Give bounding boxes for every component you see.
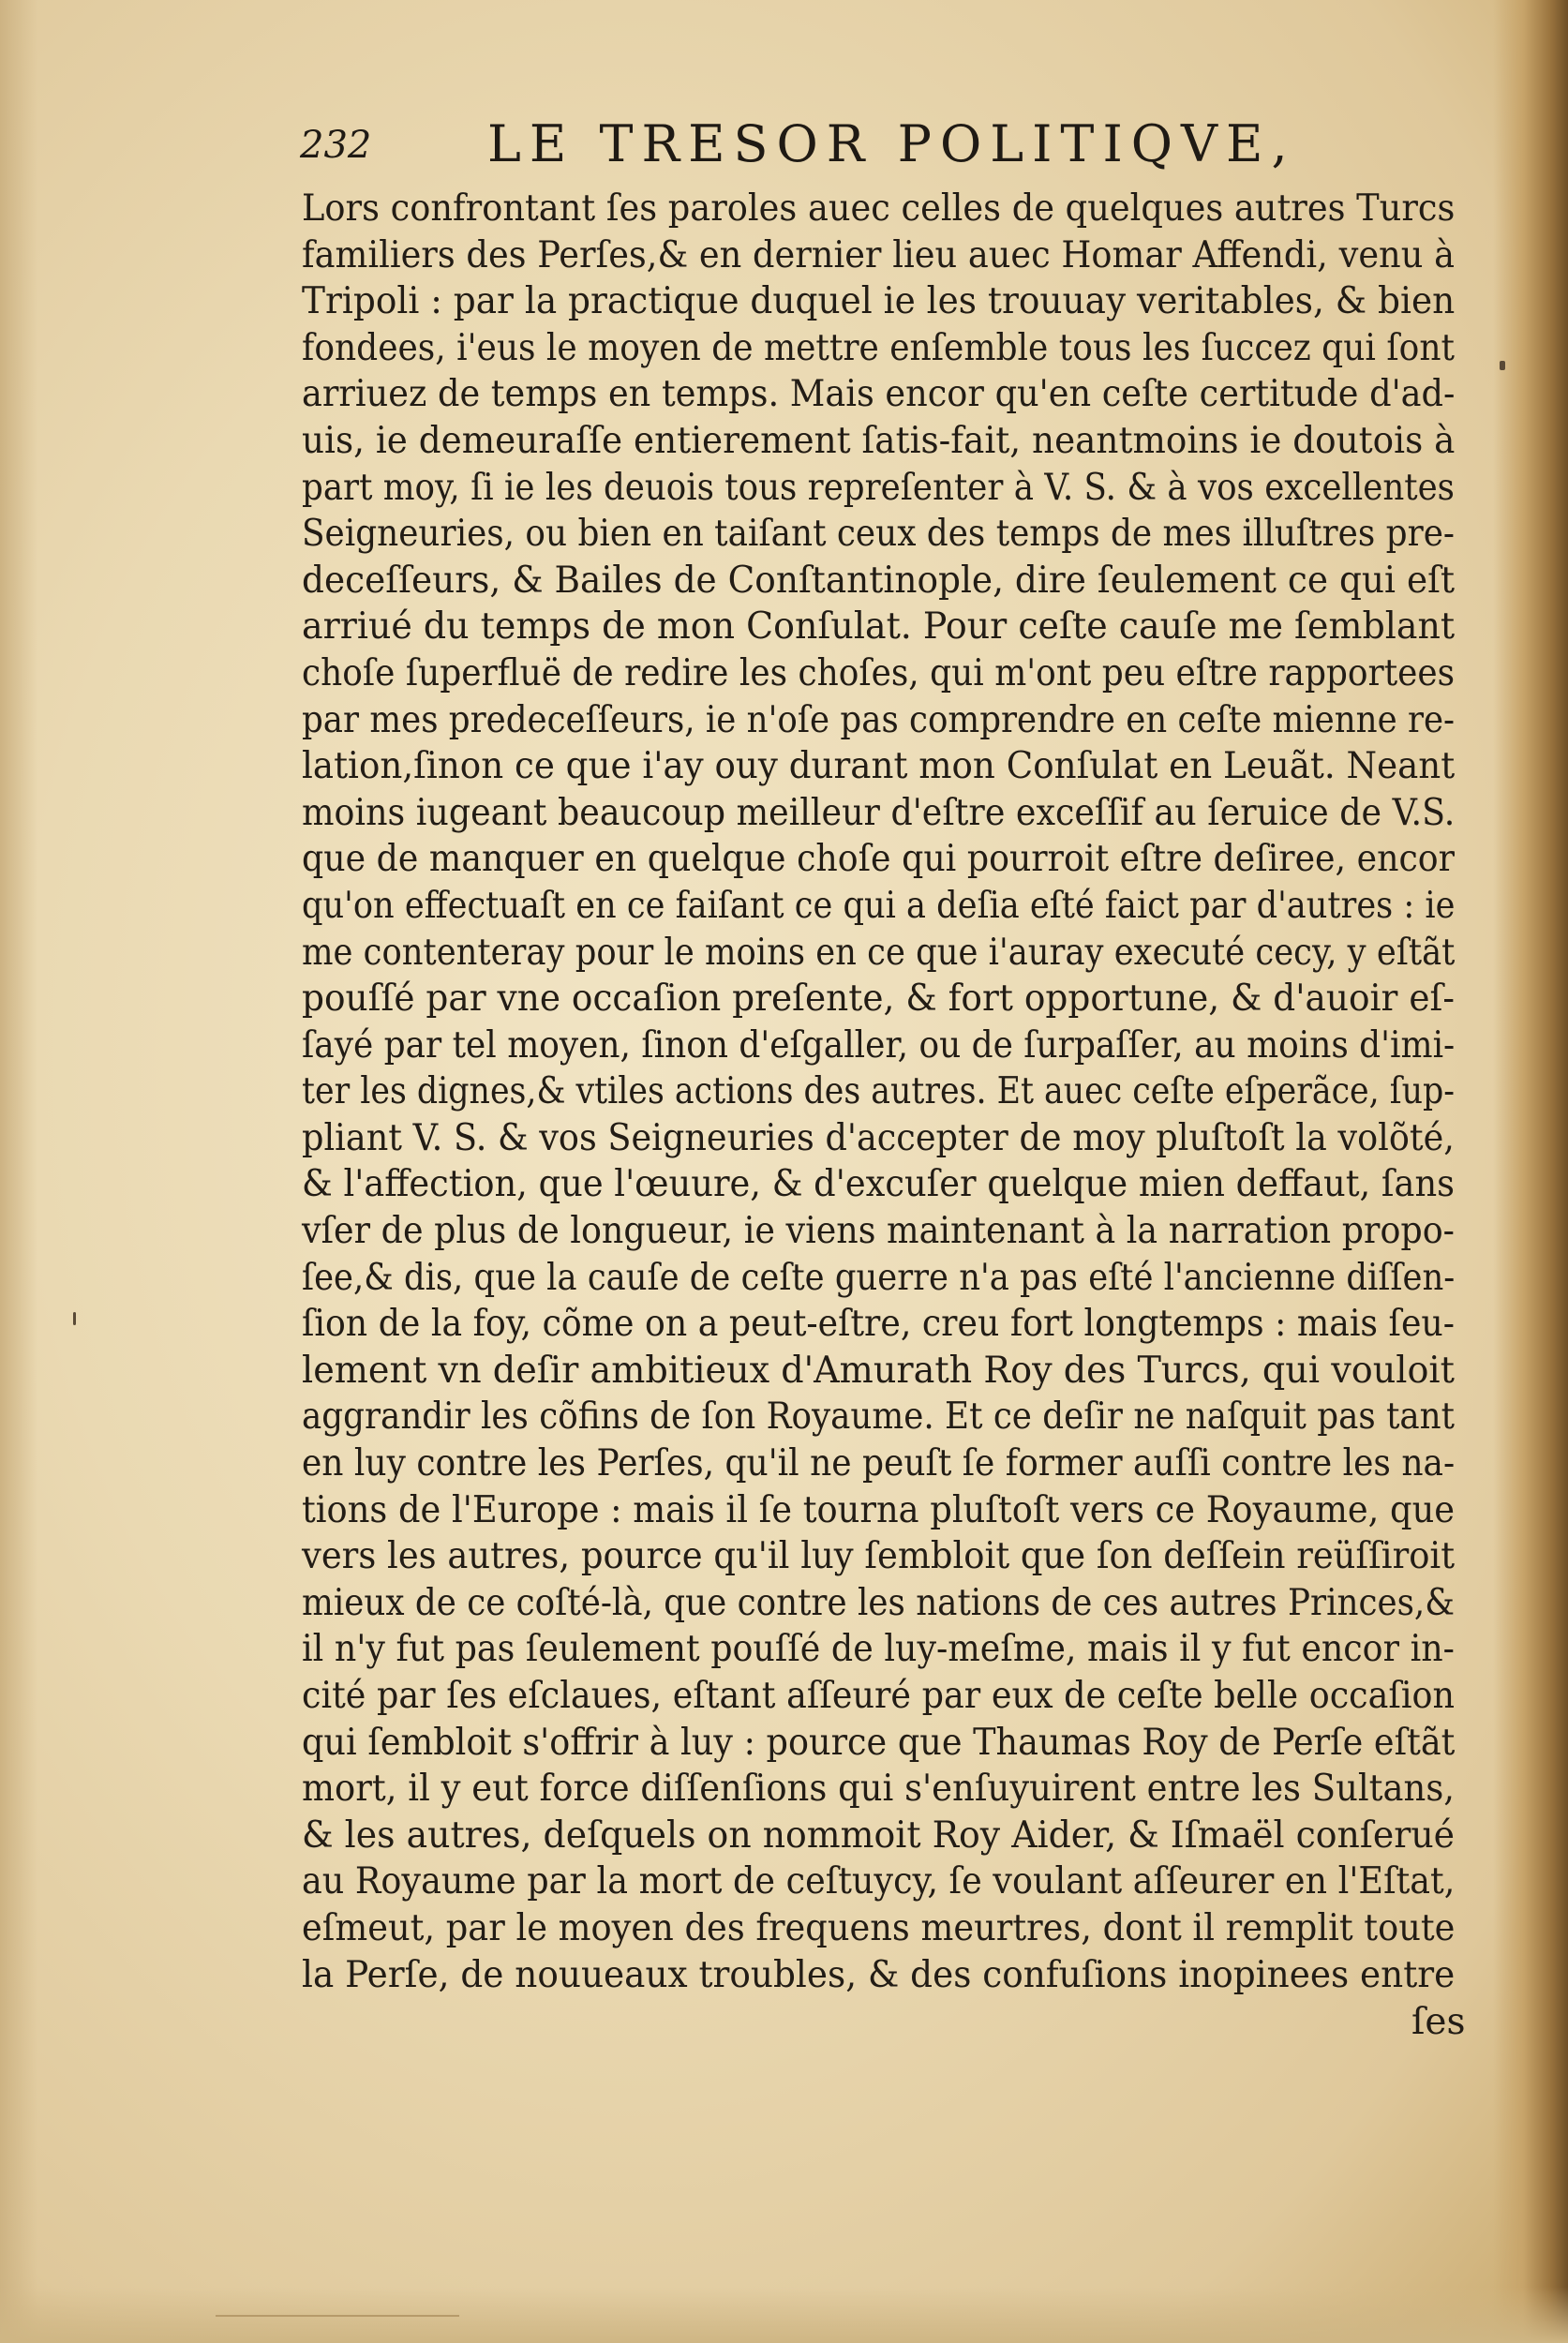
text-line: lation,ſinon ce que i'ay ouy durant mon Conſulat en Leuãt. Neant bbox=[302, 745, 1456, 788]
text-line: aggrandir les cõfins de ſon Royaume. Et ce deſir ne naſquit pas tant bbox=[302, 1395, 1456, 1439]
text-line: me contenteray pour le moins en ce que i'auray executé cecy, y eſtãt bbox=[302, 931, 1456, 974]
text-line: il n'y fut pas ſeulement pouſſé de luy-meſme, mais il y fut encor in- bbox=[302, 1628, 1455, 1671]
text-line: ter les dignes,& vtiles actions des autres. Et auec ceſte eſperãce, ſup- bbox=[302, 1070, 1456, 1113]
text-line: ſee,& dis, que la cauſe de ceſte guerre n'a pas eſté l'ancienne diſſen- bbox=[302, 1256, 1456, 1299]
text-line: vſer de plus de longueur, ie viens maintenant à la narration propo- bbox=[302, 1210, 1455, 1253]
text-line: arriué du temps de mon Conſulat. Pour ceſte cauſe me ſemblant bbox=[302, 605, 1456, 649]
text-line: ſayé par tel moyen, ſinon d'eſgaller, ou de ſurpaſſer, au moins d'imi- bbox=[302, 1023, 1456, 1067]
text-line: choſe ſuperfluë de redire les choſes, qui m'ont peu eſtre rapportees bbox=[302, 651, 1456, 694]
text-line: que de manquer en quelque choſe qui pourroit eſtre deſiree, encor bbox=[302, 838, 1455, 881]
text-line: eſmeut, par le moyen des frequens meurtres, dont il remplit toute bbox=[302, 1906, 1456, 1949]
text-line: pouſſé par vne occaſion preſente, & fort opportune, & d'auoir eſ- bbox=[302, 977, 1456, 1021]
text-line: lement vn deſir ambitieux d'Amurath Roy des Turcs, qui vouloit bbox=[302, 1349, 1455, 1392]
text-line: tions de l'Europe : mais il ſe tourna pluſtoſt vers ce Royaume, que bbox=[302, 1488, 1456, 1531]
text-line: deceſſeurs, & Bailes de Conſtantinople, dire ſeulement ce qui eſt bbox=[302, 559, 1456, 602]
text-line: & les autres, deſquels on nommoit Roy Aider, & Iſmaël conſerué bbox=[302, 1813, 1456, 1857]
page-left-shadow bbox=[0, 0, 37, 2343]
running-title: LE TRESOR POLITIQVE, bbox=[487, 114, 1296, 173]
catchword: ſes bbox=[1411, 2001, 1466, 2043]
text-line: en luy contre les Perſes, qu'il ne peuſt ſe former auſſi contre les na- bbox=[302, 1442, 1456, 1485]
text-line: mort, il y eut force diſſenſions qui s'enſuyuirent entre les Sultans, bbox=[302, 1768, 1456, 1811]
text-line: Lors confrontant ſes paroles auec celles de quelques autres Turcs bbox=[302, 187, 1456, 230]
text-line: & l'affection, que l'œuure, & d'excuſer quelque mien deffaut, ſans bbox=[302, 1163, 1456, 1206]
text-line: Seigneuries, ou bien en taiſant ceux des temps de mes illuſtres pre- bbox=[302, 513, 1456, 556]
text-line: par mes predeceſſeurs, ie n'oſe pas comprendre en ceſte mienne re- bbox=[302, 698, 1456, 741]
text-line: ſion de la foy, cõme on a peut-eſtre, creu fort longtemps : mais ſeu- bbox=[302, 1303, 1455, 1346]
margin-ink-speck bbox=[1500, 361, 1505, 370]
bottom-ink-mark bbox=[216, 2315, 459, 2317]
text-line: mieux de ce coſté-là, que contre les nations de ces autres Princes,& bbox=[302, 1581, 1456, 1624]
text-line: moins iugeant beaucoup meilleur d'eſtre exceſſif au ſeruice de V.S. bbox=[302, 791, 1456, 834]
text-line: familiers des Perſes,& en dernier lieu auec Homar Affendi, venu à bbox=[302, 233, 1455, 276]
text-line: part moy, ſi ie les deuois tous repreſenter à V. S. & à vos excellentes bbox=[302, 466, 1455, 509]
page-binding-gutter bbox=[1493, 0, 1568, 2343]
text-line: la Perſe, de nouueaux troubles, & des confuſions inopinees entre bbox=[302, 1953, 1456, 1996]
text-line: uis, ie demeuraſſe entierement ſatis-fait, neantmoins ie doutois à bbox=[302, 419, 1456, 462]
text-line: pliant V. S. & vos Seigneuries d'accepter de moy pluſtoſt la volõté, bbox=[302, 1116, 1455, 1159]
text-line: cité par ſes eſclaues, eſtant aſſeuré par eux de ceſte belle occaſion bbox=[302, 1675, 1456, 1717]
text-line: arriuez de temps en temps. Mais encor qu'en ceſte certitude d'ad- bbox=[302, 373, 1456, 416]
page-number: 232 bbox=[300, 124, 372, 167]
body-text bbox=[302, 186, 1455, 1998]
text-line: qui ſembloit s'offrir à luy : pource que Thaumas Roy de Perſe eſtãt bbox=[302, 1721, 1456, 1764]
text-line: au Royaume par la mort de ceſtuycy, ſe voulant aſſeurer en l'Eſtat, bbox=[302, 1860, 1456, 1903]
text-line: Tripoli : par la practique duquel ie les trouuay veritables, & bien bbox=[302, 280, 1456, 323]
text-line: qu'on effectuaſt en ce faiſant ce qui a deſia eſté faict par d'autres : ie bbox=[302, 884, 1456, 927]
text-line: fondees, i'eus le moyen de mettre enſemble tous les ſuccez qui ſont bbox=[302, 326, 1455, 369]
page-header bbox=[300, 114, 1481, 180]
margin-ink-speck bbox=[73, 1312, 76, 1325]
text-line: vers les autres, pource qu'il luy ſembloit que ſon deſſein reüſſiroit bbox=[302, 1535, 1456, 1578]
